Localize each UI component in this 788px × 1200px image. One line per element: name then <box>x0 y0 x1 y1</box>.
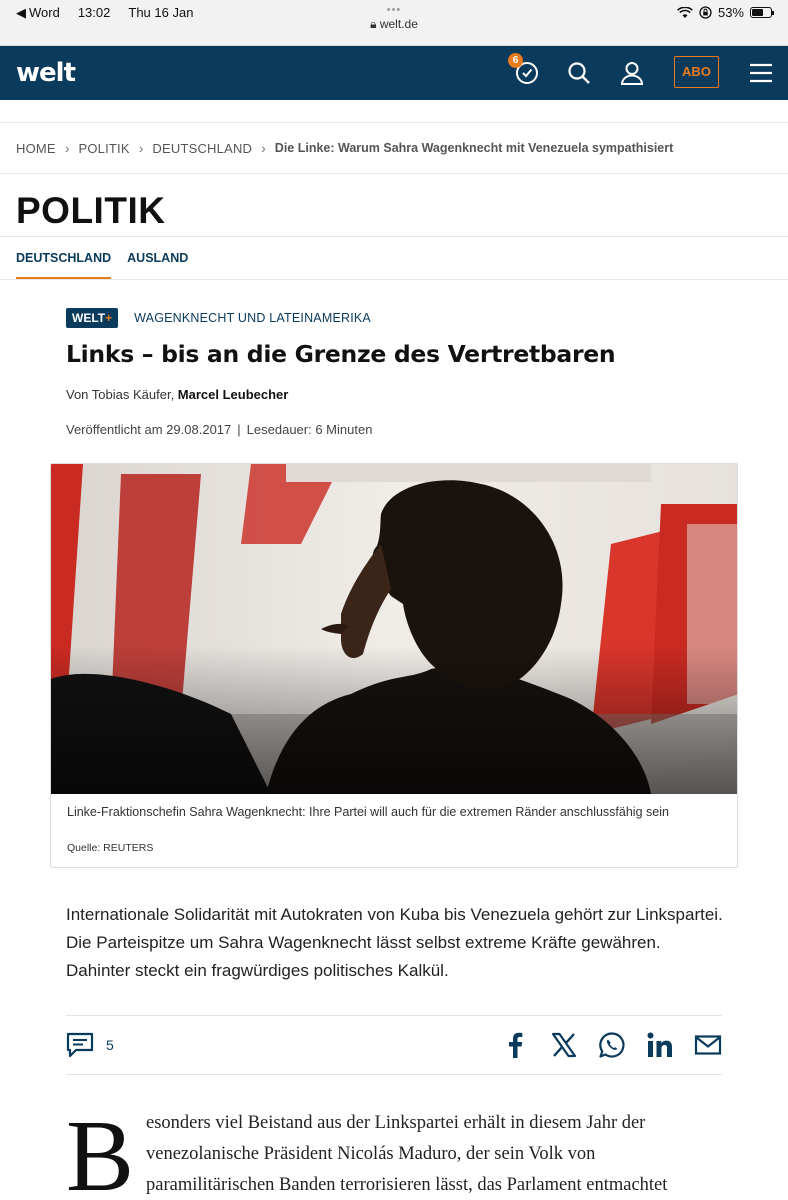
divider <box>0 279 788 280</box>
wifi-icon <box>677 7 693 19</box>
share-bar <box>66 1015 722 1075</box>
article-topic[interactable]: WAGENKNECHT UND LATEINAMERIKA <box>134 311 371 325</box>
article-kicker <box>66 308 371 328</box>
section-subnav <box>16 237 188 280</box>
comment-count: 5 <box>106 1037 114 1053</box>
meta-separator: | <box>237 422 241 437</box>
body-line: esonders viel Beistand aus der Linkspartei erhält in diesem Jahr der <box>146 1113 646 1133</box>
mail-icon <box>694 1031 722 1059</box>
search-button[interactable] <box>566 60 592 86</box>
article-figure <box>50 463 738 868</box>
status-right <box>677 5 772 20</box>
address-area[interactable] <box>0 5 788 32</box>
reading-list-badge: 6 <box>508 53 523 68</box>
reading-list-button[interactable] <box>512 55 540 86</box>
welt-plus-badge <box>66 308 118 328</box>
welt-logo[interactable]: welt <box>16 58 75 88</box>
publish-date: Veröffentlicht am 29.08.2017 <box>66 422 232 437</box>
back-arrow-icon: ◀ <box>16 5 26 20</box>
chevron-right-icon: › <box>261 140 266 156</box>
section-title[interactable]: POLITIK <box>16 190 166 231</box>
photo-credit: Quelle: REUTERS <box>67 842 154 854</box>
email-share-button[interactable] <box>694 1031 722 1059</box>
back-app-label: Word <box>29 5 60 20</box>
whatsapp-share-button[interactable] <box>598 1031 626 1059</box>
linkedin-share-button[interactable] <box>646 1031 674 1059</box>
byline-author[interactable]: Marcel Leubecher <box>177 387 289 402</box>
user-icon <box>619 60 645 86</box>
article-meta <box>66 422 372 437</box>
body-line: venezolanische Präsident Nicolás Maduro, der sein Volk von <box>146 1144 596 1164</box>
breadcrumb <box>0 122 788 174</box>
comments-button[interactable] <box>66 1032 114 1058</box>
menu-button[interactable] <box>749 60 775 86</box>
browser-status-bar <box>0 0 788 46</box>
comment-icon <box>66 1032 94 1058</box>
breadcrumb-current: Die Linke: Warum Sahra Wagenknecht mit Venezuela sympathisiert <box>274 141 674 155</box>
site-header <box>0 46 788 100</box>
breadcrumb-home[interactable]: HOME <box>16 140 56 156</box>
abo-button[interactable]: ABO <box>674 56 719 88</box>
lock-icon: 🔒︎ <box>370 17 377 31</box>
linkedin-icon <box>646 1031 674 1059</box>
x-icon <box>550 1031 578 1059</box>
facebook-icon <box>502 1031 530 1059</box>
drop-cap: B <box>66 1100 135 1200</box>
article-lead: Internationale Solidarität mit Autokraten von Kuba bis Venezuela gehört zur Linkspartei. Die Parteispitze um Sahra Wagenknecht lässt selbst extreme Kräfte gewähren. Dahinter steckt ein fragwürdiges politisches Kalkül. <box>66 905 723 980</box>
status-date: Thu 16 Jan <box>128 5 194 20</box>
breadcrumb-deutschland[interactable]: DEUTSCHLAND <box>152 140 253 156</box>
welt-plus-text: WELT <box>72 311 106 325</box>
chevron-right-icon: › <box>64 140 70 156</box>
battery-percent: 53% <box>717 5 744 20</box>
chevron-right-icon: › <box>138 140 144 156</box>
menu-icon <box>749 60 773 86</box>
photo-caption: Linke-Fraktionschefin Sahra Wagenknecht: Ihre Partei will auch für die extremen Ränder anschlussfähig sein <box>67 805 669 819</box>
battery-icon <box>750 7 772 18</box>
body-paragraph <box>146 1108 726 1200</box>
facebook-share-button[interactable] <box>502 1031 530 1059</box>
reading-time: Lesedauer: 6 Minuten <box>246 422 373 437</box>
breadcrumb-politik[interactable]: POLITIK <box>78 140 130 156</box>
search-icon <box>566 60 592 86</box>
body-line: paramilitärischen Banden terrorisieren lässt, das Parlament entmachtet <box>146 1175 668 1195</box>
byline-prefix[interactable]: Von Tobias Käufer, <box>66 387 178 402</box>
more-dots-icon[interactable]: ••• <box>386 4 402 16</box>
article-headline: Links – bis an die Grenze des Vertretbaren <box>66 340 616 368</box>
article-byline <box>66 387 288 402</box>
x-share-button[interactable] <box>550 1031 578 1059</box>
tab-deutschland[interactable]: DEUTSCHLAND <box>16 237 111 280</box>
plus-icon: + <box>105 311 113 325</box>
tab-ausland[interactable]: AUSLAND <box>127 251 189 265</box>
url-text: welt.de <box>379 17 418 31</box>
share-icons <box>502 1031 722 1059</box>
account-button[interactable] <box>619 60 645 86</box>
status-time: 13:02 <box>77 5 111 20</box>
orientation-lock-icon <box>699 6 712 19</box>
address-bar[interactable] <box>0 17 788 32</box>
article-photo[interactable] <box>51 464 738 794</box>
whatsapp-icon <box>598 1031 626 1059</box>
